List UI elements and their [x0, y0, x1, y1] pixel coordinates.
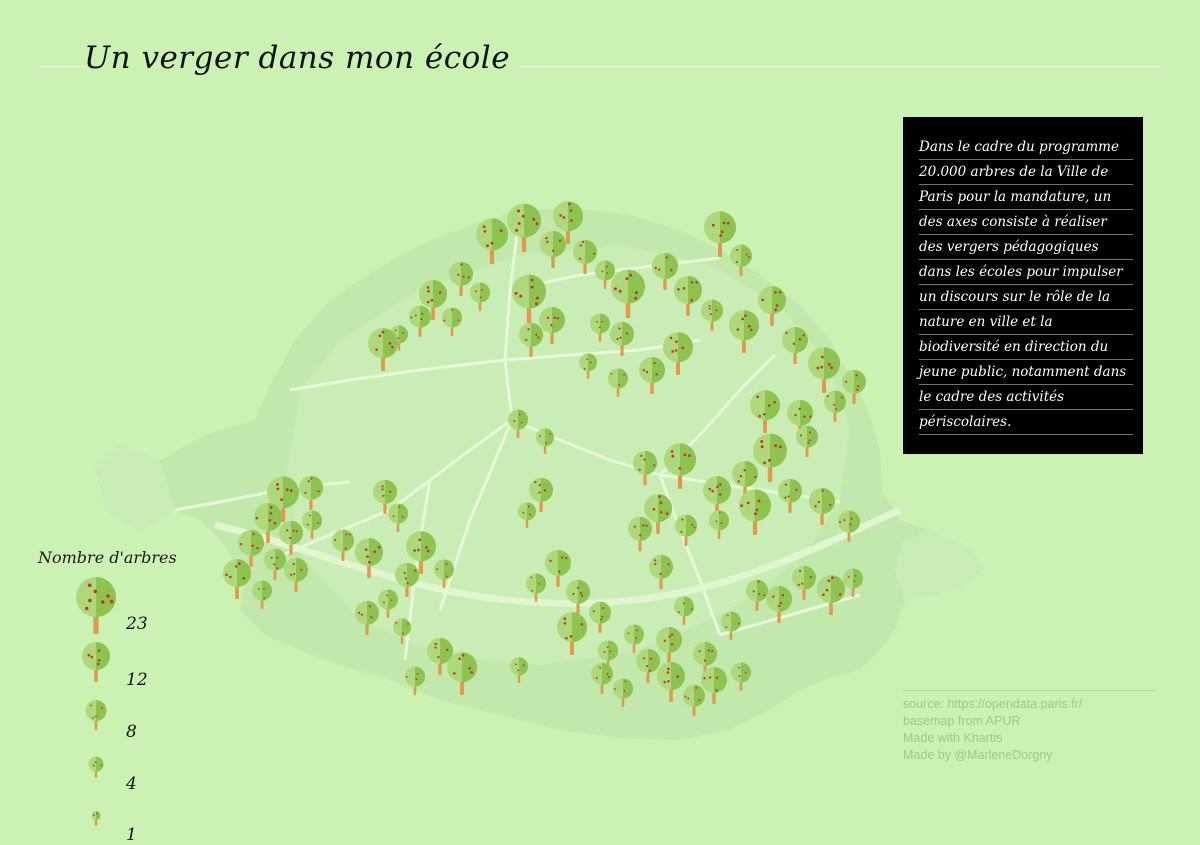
legend-tree-icon — [82, 642, 110, 687]
source-line-author: Made by @MarleneDorgny — [903, 748, 1053, 762]
tree-marker[interactable] — [434, 559, 454, 588]
tree-marker[interactable] — [809, 488, 835, 525]
tree-marker[interactable] — [628, 517, 652, 551]
legend-label: 4 — [126, 773, 137, 794]
tree-marker[interactable] — [709, 510, 729, 539]
tree-marker[interactable] — [518, 502, 536, 528]
source-line-data: source: https://opendata.paris.fr/ — [903, 697, 1083, 711]
legend-tree-icon — [92, 811, 101, 831]
tree-marker[interactable] — [817, 575, 845, 615]
tree-marker[interactable] — [674, 276, 702, 316]
tree-marker[interactable] — [663, 332, 693, 375]
tree-marker[interactable] — [613, 678, 633, 707]
tree-marker[interactable] — [753, 434, 787, 482]
tree-marker[interactable] — [476, 218, 508, 264]
tree-marker[interactable] — [610, 322, 634, 356]
tree-marker[interactable] — [470, 282, 490, 311]
tree-marker[interactable] — [540, 231, 566, 268]
tree-marker[interactable] — [838, 511, 860, 542]
tree-marker[interactable] — [657, 662, 685, 702]
tree-marker[interactable] — [442, 307, 462, 336]
source-credits — [903, 696, 1082, 764]
tree-marker[interactable] — [388, 503, 408, 532]
tree-marker[interactable] — [750, 390, 780, 433]
tree-marker[interactable] — [590, 313, 610, 342]
tree-marker[interactable] — [284, 558, 308, 592]
tree-marker[interactable] — [519, 323, 543, 357]
tree-marker[interactable] — [729, 310, 759, 353]
tree-marker[interactable] — [608, 368, 628, 397]
tree-marker[interactable] — [447, 652, 477, 695]
tree-marker[interactable] — [721, 611, 741, 640]
tree-marker[interactable] — [589, 602, 611, 633]
tree-marker[interactable] — [664, 443, 696, 489]
tree-marker[interactable] — [508, 409, 528, 438]
tree-marker[interactable] — [252, 580, 272, 609]
source-line-basemap: basemap from APUR — [903, 714, 1021, 728]
tree-marker[interactable] — [675, 515, 697, 546]
source-line-tool: Made with Khartis — [903, 731, 1003, 745]
tree-marker[interactable] — [302, 510, 322, 539]
tree-marker[interactable] — [566, 580, 590, 614]
tree-marker[interactable] — [639, 357, 665, 394]
tree-marker[interactable] — [299, 476, 323, 510]
tree-marker[interactable] — [731, 662, 751, 691]
tree-marker[interactable] — [355, 601, 379, 635]
tree-marker[interactable] — [368, 328, 398, 371]
tree-marker[interactable] — [796, 426, 818, 457]
tree-marker[interactable] — [739, 489, 771, 535]
tree-marker[interactable] — [393, 618, 411, 644]
tree-marker[interactable] — [332, 530, 354, 561]
tree-marker[interactable] — [507, 204, 541, 252]
annotation-text: Dans le cadre du programme 20.000 arbres de la Ville de Paris pour la mandature, un des axes consiste à réaliser des vergers pédagogiques dans les écoles pour impulser un discours sur le rôle de la nature en ville et la biodiversité en direction du jeune public, notamment dans le cadre des activités périscolaires. — [919, 135, 1133, 435]
legend — [38, 548, 238, 845]
tree-marker[interactable] — [264, 549, 286, 580]
legend-label: 8 — [126, 721, 137, 742]
tree-marker[interactable] — [395, 563, 419, 597]
tree-marker[interactable] — [510, 657, 528, 683]
legend-label: 12 — [126, 669, 148, 690]
tree-marker[interactable] — [405, 666, 425, 695]
tree-marker[interactable] — [409, 306, 431, 337]
page-title: Un verger dans mon école — [84, 40, 520, 76]
tree-marker[interactable] — [843, 568, 863, 597]
tree-marker[interactable] — [649, 555, 673, 589]
annotation-box — [903, 117, 1143, 454]
tree-marker[interactable] — [591, 663, 613, 694]
legend-tree-icon — [76, 577, 116, 639]
tree-marker[interactable] — [824, 391, 846, 422]
tree-marker[interactable] — [758, 286, 786, 326]
legend-tree-icon — [86, 700, 107, 735]
tree-marker[interactable] — [701, 667, 727, 704]
legend-label: 23 — [126, 614, 148, 635]
tree-marker[interactable] — [792, 566, 816, 600]
tree-marker[interactable] — [778, 479, 802, 513]
tree-marker[interactable] — [674, 596, 694, 625]
tree-marker[interactable] — [378, 589, 398, 618]
tree-marker[interactable] — [730, 245, 752, 276]
legend-title: Nombre d'arbres — [38, 548, 177, 567]
tree-marker[interactable] — [782, 327, 808, 364]
tree-marker[interactable] — [746, 580, 768, 611]
tree-marker[interactable] — [557, 612, 587, 655]
tree-marker[interactable] — [355, 538, 383, 578]
tree-marker[interactable] — [526, 573, 546, 602]
tree-marker[interactable] — [633, 451, 657, 485]
tree-marker[interactable] — [701, 300, 723, 331]
tree-marker[interactable] — [766, 586, 792, 623]
legend-label: 1 — [126, 825, 137, 845]
legend-tree-icon — [89, 757, 104, 783]
tree-marker[interactable] — [536, 428, 554, 454]
tree-marker[interactable] — [579, 353, 597, 379]
tree-marker[interactable] — [611, 270, 645, 318]
source-divider — [903, 690, 1155, 691]
tree-marker[interactable] — [808, 347, 840, 393]
tree-marker[interactable] — [573, 240, 597, 274]
